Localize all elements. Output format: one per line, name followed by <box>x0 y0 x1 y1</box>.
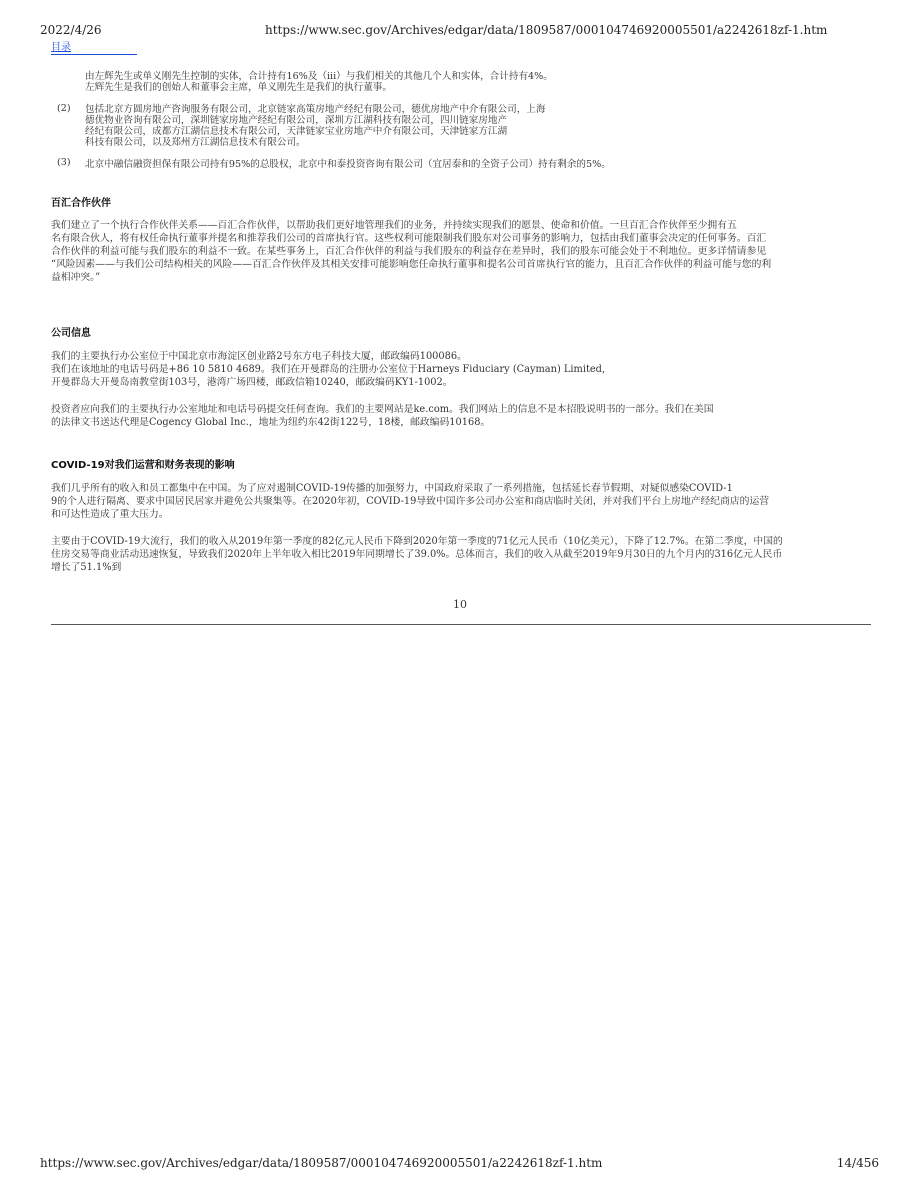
section-title-company-info: 公司信息 <box>51 328 91 339</box>
print-url: https://www.sec.gov/Archives/edgar/data/1809587/000104746920005501/a2242618zf-1.htm <box>265 23 828 37</box>
footnote-3-number: (3) <box>57 157 71 168</box>
company-info-paragraph-1: 我们的主要执行办公室位于中国北京市海淀区创业路2号东方电子科技大厦，邮政编码100086。 我们在该地址的电话号码是+86 10 5810 4689。我们在开曼群岛的注册办公室位于Harneys Fiduciary (Cayman) Limited, 开曼群岛大开曼岛南教堂街103号，港湾广场四楼，邮政信箱10240，邮政编码KY1-1002。 <box>51 351 606 388</box>
covid-paragraph-2: 主要由于COVID-19大流行，我们的收入从2019年第一季度的82亿元人民币下降到2020年第一季度的71亿元人民币（10亿美元），下降了12.7%。在第二季度，中国的 住房交易等商业活动迅速恢复，导致我们2020年上半年收入相比2019年同期增长了39.0%。总体而言，我们的收入从截至2019年9月30日的九个月内的316亿元人民币 增长了51.1%到 <box>51 536 783 573</box>
footnote-1-continued: 由左辉先生或单义刚先生控制的实体，合计持有16%及（iii）与我们相关的其他几个人和实体，合计持有4%。 左辉先生是我们的创始人和董事会主席，单义刚先生是我们的执行董事。 <box>85 71 553 93</box>
footnote-2-number: (2) <box>57 103 71 114</box>
company-info-paragraph-2: 投资者应向我们的主要执行办公室地址和电话号码提交任何查询。我们的主要网站是ke.com。我们网站上的信息不是本招股说明书的一部分。我们在美国 的法律文书送达代理是Cogency Global Inc.，地址为纽约东42街122号，18楼，邮政编码10168。 <box>51 404 714 428</box>
print-date: 2022/4/26 <box>40 23 102 37</box>
toc-link[interactable]: 目录 <box>51 42 137 55</box>
footnote-3-text: 北京中融信融资担保有限公司持有95%的总股权，北京中和泰投资咨询有限公司（宜居泰和的全资子公司）持有剩余的5%。 <box>85 159 611 170</box>
footer-page-count: 14/456 <box>836 1156 879 1170</box>
covid-paragraph-1: 我们几乎所有的收入和员工都集中在中国。为了应对遏制COVID-19传播的加强努力，中国政府采取了一系列措施，包括延长春节假期、对疑似感染COVID-1 9的个人进行隔离、要求中国居民居家并避免公共聚集等。在2020年初，COVID-19导致中国许多公司办公室和商店临时关闭，并对我们平台上房地产经纪商店的运营 和可达性造成了重大压力。 <box>51 483 770 520</box>
partnership-paragraph: 我们建立了一个执行合作伙伴关系——百汇合作伙伴，以帮助我们更好地管理我们的业务，并持续实现我们的愿景、使命和价值。一旦百汇合作伙伴至少拥有五 名有限合伙人，将有权任命执行董事并提名和推荐我们公司的首席执行官。这些权利可能限制我们股东对公司事务的影响力，包括由我们董事会决定的任何事务。百汇 合作伙伴的利益可能与我们股东的利益不一致。在某些事务上，百汇合作伙伴的利益与我们股东的利益存在差异时，我们的股东可能会处于不利地位。更多详情请参见 “风险因素——与我们公司结构相关的风险——百汇合作伙伴及其相关安排可能影响您任命执行董事和提名公司首席执行官的能力，且百汇合作伙伴的利益可能与您的利 益相冲突。” <box>51 220 772 283</box>
page-divider <box>51 624 871 625</box>
section-title-covid: COVID-19对我们运营和财务表现的影响 <box>51 460 235 471</box>
page-number: 10 <box>453 598 467 611</box>
section-title-partnership: 百汇合作伙伴 <box>51 198 111 209</box>
footnote-2-text: 包括北京方圆房地产咨询服务有限公司，北京链家高策房地产经纪有限公司，德优房地产中介有限公司，上海 德优物业咨询有限公司，深圳链家房地产经纪有限公司，深圳方江湖科技有限公司，四川链家房地产 经纪有限公司，成都方江湖信息技术有限公司，天津链家宝业房地产中介有限公司，天津链家方江湖 科技有限公司，以及郑州方江湖信息技术有限公司。 <box>85 104 546 148</box>
footer-url: https://www.sec.gov/Archives/edgar/data/1809587/000104746920005501/a2242618zf-1.htm <box>40 1156 603 1170</box>
